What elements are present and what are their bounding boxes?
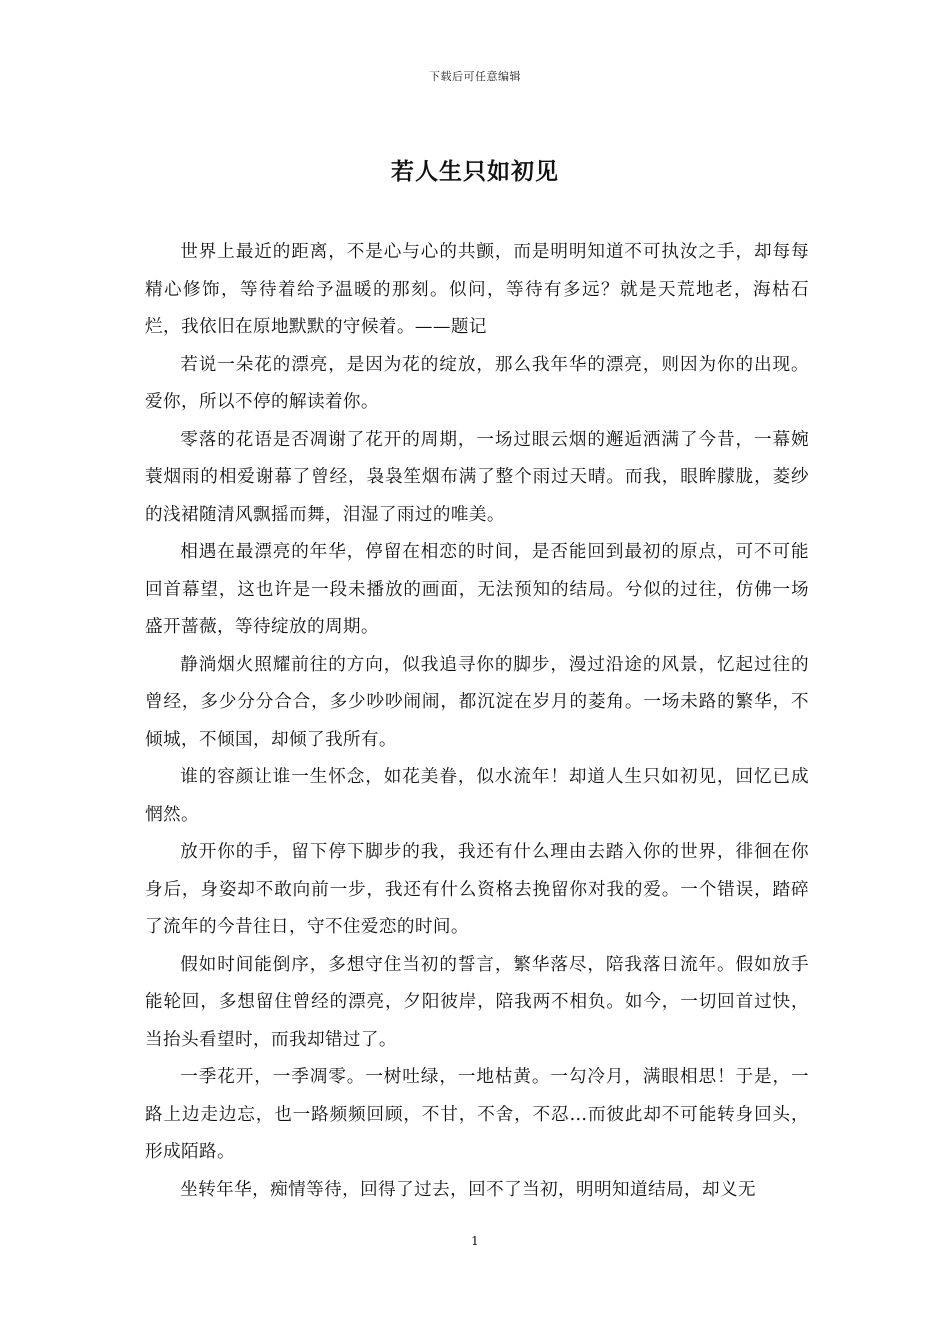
paragraph: 世界上最近的距离，不是心与心的共颤，而是明明知道不可执汝之手，却每每精心修饰，等待着给予温暖的那刻。似问，等待有多远？就是天荒地老，海枯石烂，我依旧在原地默默的守候着。——题记 — [145, 242, 809, 337]
paragraph: 谁的容颜让谁一生怀念，如花美眷，似水流年！却道人生只如初见，回忆已成惘然。 — [145, 767, 809, 825]
paragraph: 零落的花语是否凋谢了花开的周期，一场过眼云烟的邂逅洒满了今昔，一幕婉蓑烟雨的相爱谢幕了曾经，袅袅笙烟布满了整个雨过天晴。而我，眼眸朦胧，菱纱的浅裙随清风飘摇而舞，泪湿了雨过的唯美。 — [145, 429, 809, 525]
paragraph: 坐转年华，痴情等待，回得了过去，回不了当初，明明知道结局，却义无 — [180, 1179, 756, 1200]
document-title: 若人生只如初见 — [391, 158, 559, 185]
paragraph: 一季花开，一季凋零。一树吐绿，一地枯黄。一勾冷月，满眼相思！于是，一路上边走边忘，也一路频频回顾，不甘，不舍，不忍…而彼此却不可能转身回头，形成陌路。 — [145, 1067, 809, 1162]
document-body — [145, 234, 809, 1209]
paragraph: 放开你的手，留下停下脚步的我，我还有什么理由去踏入你的世界，徘徊在你身后，身姿却不敢向前一步，我还有什么资格去挽留你对我的爱。一个错误，踏碎了流年的今昔往日，守不住爱恋的时间。 — [145, 842, 809, 937]
page-header: 下载后可任意编辑 — [429, 70, 521, 83]
paragraph: 若说一朵花的漂亮，是因为花的绽放，那么我年华的漂亮，则因为你的出现。爱你，所以不停的解读着你。 — [145, 354, 809, 412]
paragraph: 相遇在最漂亮的年华，停留在相恋的时间，是否能回到最初的原点，可不可能回首幕望，这也许是一段未播放的画面，无法预知的结局。兮似的过往，仿佛一场盛开蔷薇，等待绽放的周期。 — [145, 542, 809, 637]
paragraph: 静淌烟火照耀前往的方向，似我追寻你的脚步，漫过沿途的风景，忆起过往的曾经，多少分分合合，多少吵吵闹闹，都沉淀在岁月的菱角。一场未路的繁华，不倾城，不倾国，却倾了我所有。 — [145, 654, 809, 750]
page-number: 1 — [471, 1234, 479, 1248]
paragraph: 假如时间能倒序，多想守住当初的誓言，繁华落尽，陪我落日流年。假如放手能轮回，多想留住曾经的漂亮，夕阳彼岸，陪我两不相负。如今，一切回首过快，当抬头看望时，而我却错过了。 — [145, 954, 809, 1050]
